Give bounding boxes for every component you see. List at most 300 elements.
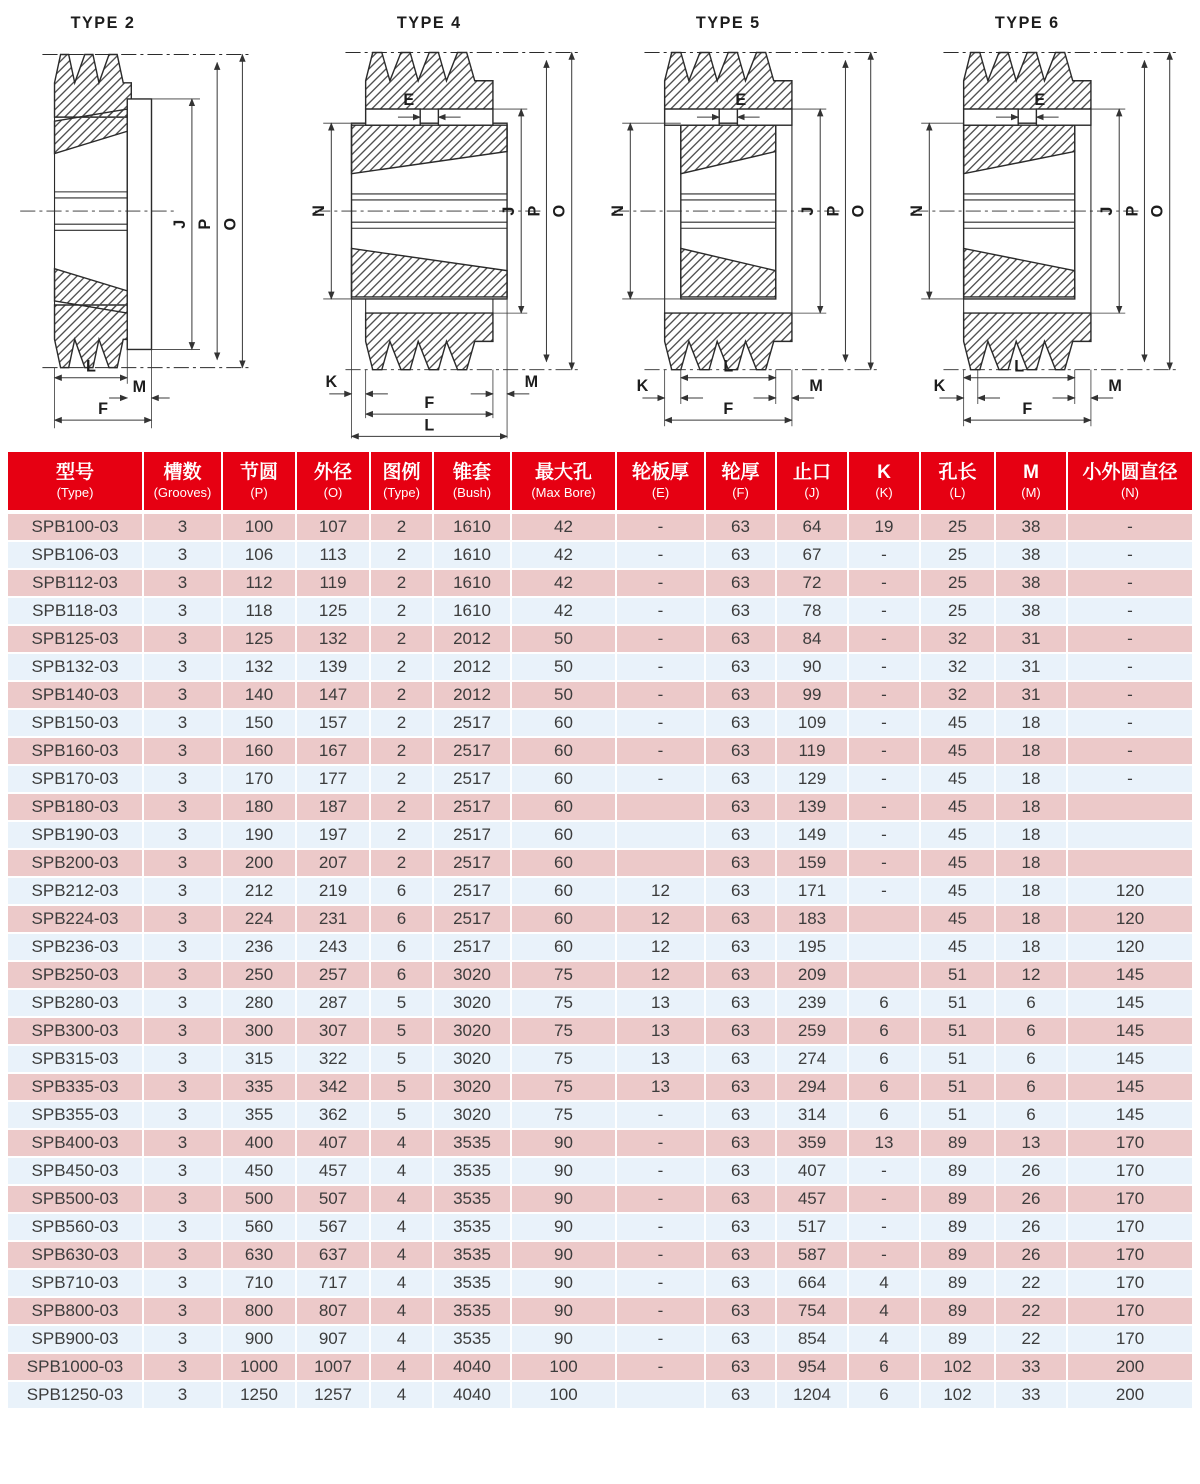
table-cell: 60 [512,934,617,962]
table-cell: SPB300-03 [8,1018,144,1046]
table-cell: 3 [144,766,223,794]
table-cell: 60 [512,766,617,794]
dim-label-j: J [500,206,519,216]
table-cell: 3020 [434,1018,512,1046]
table-cell: - [849,1242,921,1270]
table-cell: 224 [223,906,297,934]
table-cell [617,850,706,878]
table-cell: 89 [921,1214,996,1242]
dim-label-k: K [933,376,946,395]
table-cell: 63 [706,1102,777,1130]
table-cell: 294 [777,1074,849,1102]
table-cell: 4 [371,1130,434,1158]
table-cell: - [617,1326,706,1354]
table-cell: 3535 [434,1298,512,1326]
table-row [8,1354,1192,1382]
table-cell: 197 [297,822,371,850]
table-cell: 51 [921,1074,996,1102]
table-row [8,598,1192,626]
table-cell: - [849,850,921,878]
table-cell: 6 [371,878,434,906]
dim-label-j: J [799,206,818,216]
table-cell: 500 [223,1186,297,1214]
table-cell: 51 [921,990,996,1018]
table-cell: 107 [297,514,371,542]
table-cell: 140 [223,682,297,710]
hub-flange-plate [127,99,151,350]
table-cell: 2 [371,598,434,626]
table-cell: - [1068,598,1192,626]
table-cell: 4 [371,1326,434,1354]
table-cell: - [849,794,921,822]
table-cell: 45 [921,822,996,850]
column-header: 轮板厚 (E) [617,452,706,514]
table-cell: - [1068,570,1192,598]
table-cell [1068,850,1192,878]
table-cell: 3535 [434,1242,512,1270]
table-cell: 45 [921,738,996,766]
table-cell: - [617,1242,706,1270]
table-cell: SPB335-03 [8,1074,144,1102]
table-cell: 125 [297,598,371,626]
table-cell: 171 [777,878,849,906]
table-cell: 6 [371,934,434,962]
table-cell: 12 [617,878,706,906]
table-cell: 2012 [434,654,512,682]
table-cell: 102 [921,1354,996,1382]
table-cell: 3 [144,1186,223,1214]
table-cell: 359 [777,1130,849,1158]
table-cell: SPB106-03 [8,542,144,570]
table-cell: 63 [706,878,777,906]
table-cell: 3 [144,1298,223,1326]
table-cell: 257 [297,962,371,990]
table-cell: 259 [777,1018,849,1046]
table-cell: 2517 [434,794,512,822]
table-cell: - [617,1270,706,1298]
table-cell: SPB1000-03 [8,1354,144,1382]
dim-label-e: E [1034,91,1046,110]
table-cell: 51 [921,1046,996,1074]
table-cell: 6 [849,1382,921,1410]
table-cell: 2 [371,514,434,542]
table-cell: 63 [706,1382,777,1410]
table-cell: - [617,1186,706,1214]
table-cell: 18 [996,878,1068,906]
table-cell: 315 [223,1046,297,1074]
table-cell: 38 [996,514,1068,542]
table-cell: 2 [371,738,434,766]
table-cell: 63 [706,766,777,794]
table-cell: 170 [1068,1214,1192,1242]
table-cell: 31 [996,626,1068,654]
table-cell: 637 [297,1242,371,1270]
dim-label-k: K [636,376,649,395]
table-row [8,654,1192,682]
table-cell: 145 [1068,990,1192,1018]
table-cell: 190 [223,822,297,850]
table-cell: 2 [371,822,434,850]
table-row [8,1270,1192,1298]
table-cell: 200 [223,850,297,878]
table-cell: - [617,1298,706,1326]
table-row [8,1046,1192,1074]
dim-label-e: E [403,91,415,110]
table-cell: 630 [223,1242,297,1270]
table-cell [1068,794,1192,822]
table-cell: 3 [144,570,223,598]
table-cell: 2012 [434,682,512,710]
table-row [8,1130,1192,1158]
table-cell: 239 [777,990,849,1018]
table-cell: 89 [921,1186,996,1214]
dim-label-f: F [723,400,734,419]
table-cell: 1610 [434,598,512,626]
table-cell: 160 [223,738,297,766]
table-cell: - [849,766,921,794]
table-cell: 63 [706,1214,777,1242]
pulley-diagram-type2 [2,4,301,454]
table-cell: 1000 [223,1354,297,1382]
column-header: 最大孔 (Max Bore) [512,452,617,514]
table-cell: 954 [777,1354,849,1382]
table-cell: 4040 [434,1382,512,1410]
dim-label-f: F [98,400,108,419]
table-cell: SPB250-03 [8,962,144,990]
table-cell: 6 [371,962,434,990]
table-cell: 800 [223,1298,297,1326]
table-cell: 1257 [297,1382,371,1410]
table-cell: 51 [921,1018,996,1046]
table-cell: SPB280-03 [8,990,144,1018]
table-cell: 75 [512,1102,617,1130]
table-cell: 587 [777,1242,849,1270]
table-cell: 200 [1068,1382,1192,1410]
table-cell: - [617,654,706,682]
dim-label-m: M [132,377,147,396]
table-row [8,878,1192,906]
table-cell: 63 [706,738,777,766]
table-cell: 42 [512,542,617,570]
table-cell: 517 [777,1214,849,1242]
table-cell: 64 [777,514,849,542]
table-cell: 145 [1068,1102,1192,1130]
dim-label-o: O [849,204,868,218]
table-cell: 342 [297,1074,371,1102]
table-cell: 90 [512,1130,617,1158]
table-cell: 314 [777,1102,849,1130]
table-cell: 63 [706,822,777,850]
table-cell: 13 [849,1130,921,1158]
table-cell: 19 [849,514,921,542]
table-cell: 42 [512,598,617,626]
table-cell: 4 [371,1242,434,1270]
table-cell: 139 [777,794,849,822]
table-cell: 322 [297,1046,371,1074]
table-cell: SPB224-03 [8,906,144,934]
table-cell: 102 [921,1382,996,1410]
table-cell: 63 [706,1186,777,1214]
table-cell: 18 [996,794,1068,822]
table-cell: SPB315-03 [8,1046,144,1074]
table-cell: 120 [1068,878,1192,906]
table-cell: 63 [706,1298,777,1326]
table-cell: 63 [706,906,777,934]
table-cell: 400 [223,1130,297,1158]
column-header: 孔长 (L) [921,452,996,514]
table-cell: 129 [777,766,849,794]
table-cell: 90 [512,1214,617,1242]
table-cell: SPB630-03 [8,1242,144,1270]
table-cell: - [617,514,706,542]
table-cell: - [849,626,921,654]
table-cell: 2 [371,850,434,878]
table-cell: SPB355-03 [8,1102,144,1130]
table-cell: 2 [371,570,434,598]
table-row [8,1102,1192,1130]
table-cell: 67 [777,542,849,570]
table-cell: 4 [371,1158,434,1186]
table-cell: 13 [996,1130,1068,1158]
table-cell: 157 [297,710,371,738]
table-row [8,570,1192,598]
table-cell: - [849,542,921,570]
table-cell: 120 [1068,906,1192,934]
table-cell: 63 [706,514,777,542]
table-cell: 236 [223,934,297,962]
table-cell: 51 [921,1102,996,1130]
table-row [8,1242,1192,1270]
dim-label-m: M [524,372,539,391]
table-cell: 63 [706,990,777,1018]
dim-label-m: M [809,376,823,395]
table-cell: SPB125-03 [8,626,144,654]
table-cell: 12 [617,962,706,990]
table-cell: 287 [297,990,371,1018]
table-cell: 4040 [434,1354,512,1382]
table-cell: 4 [371,1354,434,1382]
column-header: 锥套 (Bush) [434,452,512,514]
table-cell: 3535 [434,1130,512,1158]
table-cell: 4 [371,1214,434,1242]
table-cell: 18 [996,934,1068,962]
table-cell: 31 [996,654,1068,682]
column-header: M (M) [996,452,1068,514]
table-cell: 45 [921,794,996,822]
table-cell: 109 [777,710,849,738]
table-cell: 3535 [434,1158,512,1186]
table-cell: 2 [371,542,434,570]
table-cell: SPB212-03 [8,878,144,906]
table-cell: - [617,738,706,766]
table-cell: 754 [777,1298,849,1326]
table-cell: 45 [921,850,996,878]
table-cell: 6 [849,1102,921,1130]
table-cell: 170 [1068,1242,1192,1270]
table-cell: 63 [706,542,777,570]
table-cell: 26 [996,1242,1068,1270]
table-cell: 22 [996,1298,1068,1326]
table-cell: 710 [223,1270,297,1298]
table-cell: 145 [1068,1046,1192,1074]
table-cell: 4 [371,1382,434,1410]
table-cell: 63 [706,1158,777,1186]
table-row [8,766,1192,794]
table-row [8,850,1192,878]
table-cell: 664 [777,1270,849,1298]
table-cell: SPB132-03 [8,654,144,682]
table-cell: SPB500-03 [8,1186,144,1214]
table-cell [849,962,921,990]
table-cell: 3 [144,1158,223,1186]
table-cell: - [617,682,706,710]
table-cell: 1610 [434,570,512,598]
table-cell: 2 [371,710,434,738]
table-cell: 3 [144,654,223,682]
table-cell: 2517 [434,710,512,738]
table-cell: 907 [297,1326,371,1354]
table-cell: 3 [144,850,223,878]
table-cell: - [849,570,921,598]
table-cell: 3 [144,1214,223,1242]
table-cell: 209 [777,962,849,990]
table-cell: 1250 [223,1382,297,1410]
table-cell: - [849,1158,921,1186]
table-cell: 362 [297,1102,371,1130]
dim-label-o: O [550,204,569,218]
table-cell: 307 [297,1018,371,1046]
table-cell: 90 [512,1298,617,1326]
table-cell: 45 [921,878,996,906]
dim-label-m: M [1108,376,1122,395]
table-cell: 63 [706,710,777,738]
table-cell: 75 [512,962,617,990]
table-cell: 119 [777,738,849,766]
dim-label-n: N [609,205,628,217]
table-row [8,934,1192,962]
table-cell: 231 [297,906,371,934]
table-cell: - [617,1214,706,1242]
table-cell: - [617,626,706,654]
table-cell: 63 [706,626,777,654]
table-cell: 75 [512,1018,617,1046]
table-cell: 180 [223,794,297,822]
table-cell: SPB710-03 [8,1270,144,1298]
table-cell: 170 [1068,1298,1192,1326]
table-cell: 3020 [434,1074,512,1102]
table-cell: 60 [512,738,617,766]
column-header: 止口 (J) [777,452,849,514]
dim-label-p: P [1123,205,1142,217]
table-cell: 3 [144,990,223,1018]
table-cell: 106 [223,542,297,570]
diagram-title: TYPE 2 [70,14,136,33]
table-cell: 89 [921,1298,996,1326]
table-cell: 3020 [434,1046,512,1074]
table-row [8,1326,1192,1354]
dim-label-e: E [735,91,747,110]
table-cell: 207 [297,850,371,878]
table-cell: 63 [706,794,777,822]
table-cell: 4 [371,1186,434,1214]
table-cell: 6 [996,1074,1068,1102]
table-cell: 100 [223,514,297,542]
table-cell: 3 [144,1326,223,1354]
table-cell: 63 [706,962,777,990]
table-cell: 78 [777,598,849,626]
table-cell: - [849,1186,921,1214]
table-row [8,906,1192,934]
dim-label-n: N [908,205,927,217]
table-cell: 100 [512,1382,617,1410]
table-cell: SPB236-03 [8,934,144,962]
table-cell: 4 [371,1298,434,1326]
table-cell: 63 [706,1354,777,1382]
table-cell: - [617,1158,706,1186]
table-cell: 50 [512,654,617,682]
table-cell: 63 [706,1046,777,1074]
table-cell: 90 [512,1326,617,1354]
table-cell: 63 [706,1074,777,1102]
table-cell: 6 [996,990,1068,1018]
table-cell: - [849,822,921,850]
table-cell: SPB118-03 [8,598,144,626]
table-cell: 84 [777,626,849,654]
table-row [8,822,1192,850]
table-cell: 407 [297,1130,371,1158]
column-header: 型号 (Type) [8,452,144,514]
table-cell: - [849,738,921,766]
dim-label-f: F [424,394,435,413]
table-cell: SPB800-03 [8,1298,144,1326]
table-cell: 6 [996,1046,1068,1074]
table-cell: 42 [512,570,617,598]
table-cell: 90 [512,1186,617,1214]
table-row [8,1214,1192,1242]
table-cell: 854 [777,1326,849,1354]
table-cell: 3 [144,514,223,542]
table-cell: - [1068,710,1192,738]
table-cell: 38 [996,542,1068,570]
column-header: 外径 (O) [297,452,371,514]
table-body [8,514,1192,1410]
table-cell: 26 [996,1214,1068,1242]
table-cell: 355 [223,1102,297,1130]
dim-label-o: O [1148,204,1167,218]
table-cell: 900 [223,1326,297,1354]
table-cell: 33 [996,1354,1068,1382]
table-cell: 63 [706,1326,777,1354]
table-cell: 1007 [297,1354,371,1382]
table-cell: 139 [297,654,371,682]
table-row [8,626,1192,654]
table-cell: 63 [706,1242,777,1270]
table-cell: - [617,542,706,570]
table-cell: 60 [512,822,617,850]
pulley-diagram-type6 [899,4,1198,454]
table-cell: SPB160-03 [8,738,144,766]
table-cell: SPB400-03 [8,1130,144,1158]
table-cell: 90 [512,1270,617,1298]
table-cell: 2517 [434,878,512,906]
pulley-diagram-type5 [600,4,899,454]
table-cell: 280 [223,990,297,1018]
header-row [8,452,1192,514]
table-cell: - [617,1354,706,1382]
table-cell: 4 [849,1298,921,1326]
table-cell: 5 [371,1046,434,1074]
table-cell: 118 [223,598,297,626]
